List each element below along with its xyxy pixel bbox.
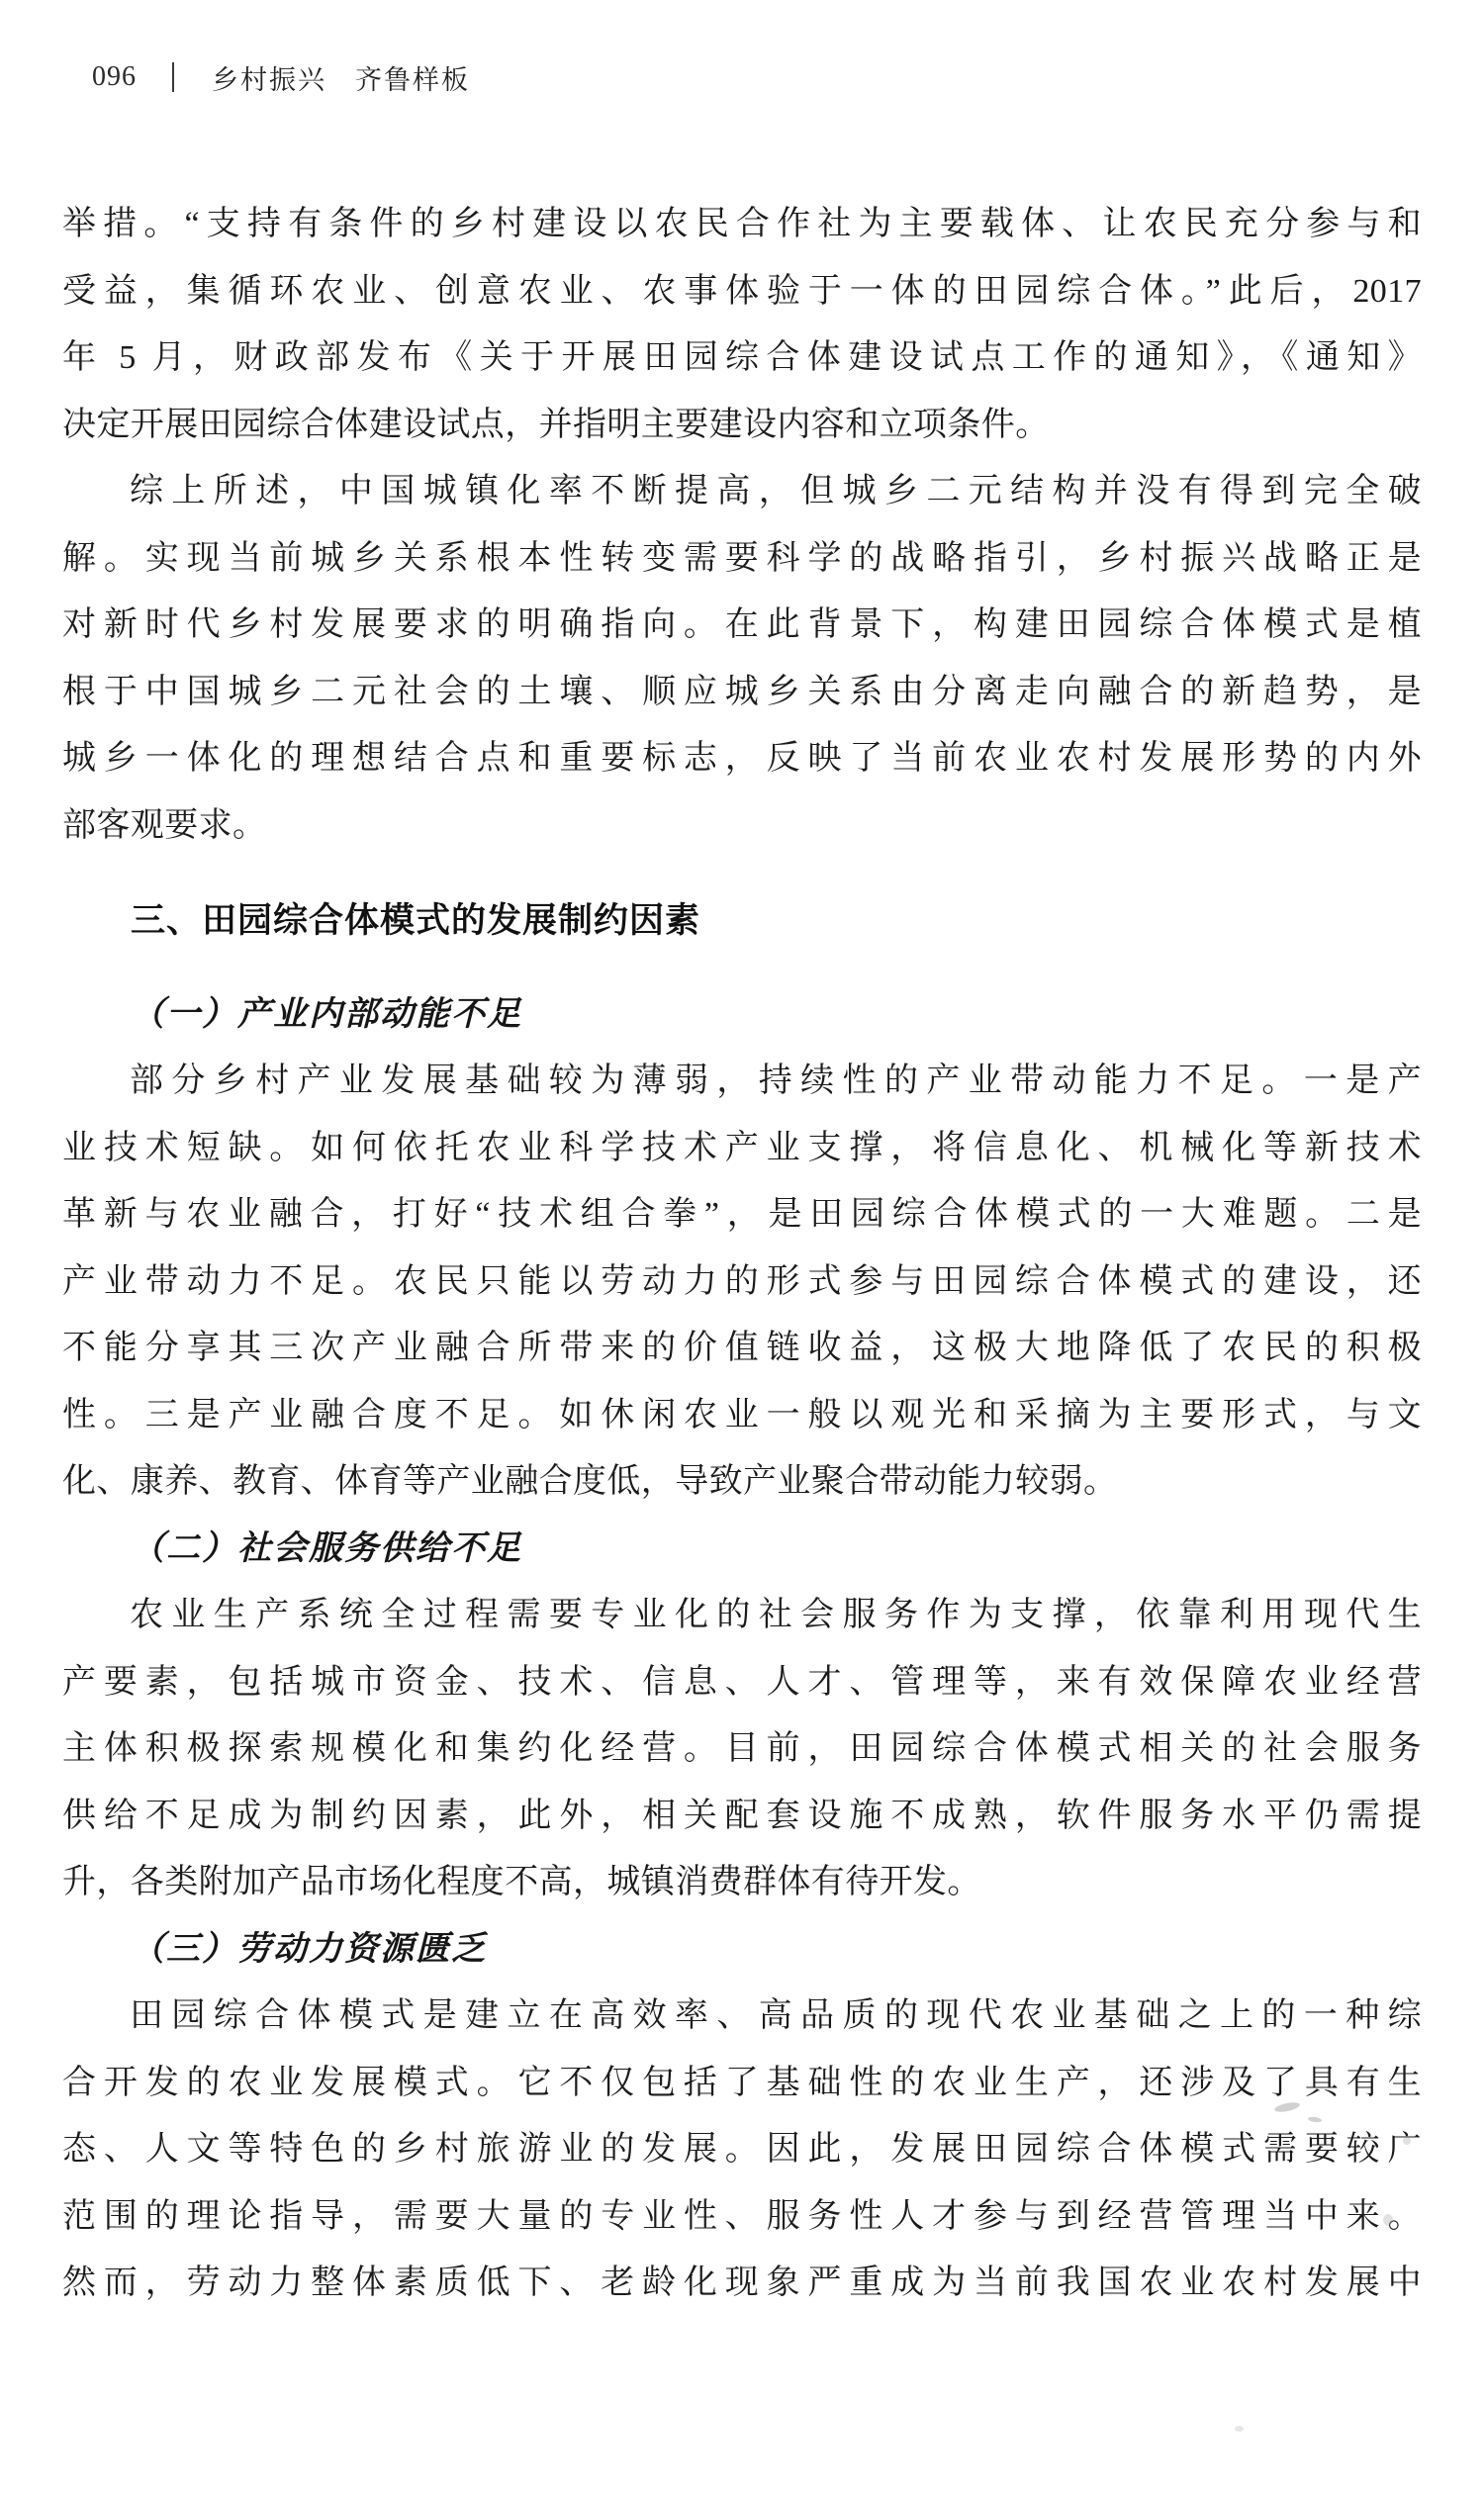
body-line: 不能分享其三次产业融合所带来的价值链收益，这极大地降低了农民的积极 xyxy=(62,1330,1422,1366)
body-line: 田园综合体模式是建立在高效率、高品质的现代农业基础之上的一种综 xyxy=(130,1997,1422,2034)
body-line: 革新与农业融合，打好“技术组合拳”，是田园综合体模式的一大难题。二是 xyxy=(62,1196,1422,1233)
body-line: 城乡一体化的理想结合点和重要标志，反映了当前农业农村发展形势的内外 xyxy=(62,740,1422,777)
subsection-heading: （三）劳动力资源匮乏 xyxy=(131,1930,487,1968)
body-paragraph xyxy=(62,1983,1422,2317)
book-title: 乡村振兴 齐鲁样板 xyxy=(212,64,470,95)
body-line: 部客观要求。 xyxy=(62,806,267,844)
section-heading: 三、田园综合体模式的发展制约因素 xyxy=(131,901,701,940)
body-line: 性。三是产业融合度不足。如休闲农业一般以观光和采摘为主要形式，与文 xyxy=(62,1396,1422,1433)
body-line: 举措。“支持有条件的乡村建设以农民合作社为主要载体、让农民充分参与和 xyxy=(62,206,1422,242)
body-line: 然而，劳动力整体素质低下、老龄化现象严重成为当前我国农业农村发展中 xyxy=(62,2265,1422,2301)
body-line: 农业生产系统全过程需要专业化的社会服务作为支撑，依靠利用现代生 xyxy=(130,1597,1422,1633)
running-header xyxy=(62,57,1422,97)
body-line: 化、康养、教育、体育等产业融合度低，导致产业聚合带动能力较弱。 xyxy=(62,1463,1118,1500)
body-paragraph xyxy=(62,1582,1422,1916)
body-line: 升，各类附加产品市场化程度不高，城镇消费群体有待开发。 xyxy=(62,1864,981,1900)
body-line: 主体积极探索规模化和集约化经营。目前，田园综合体模式相关的社会服务 xyxy=(62,1730,1422,1767)
subsection-heading: （二）社会服务供给不足 xyxy=(131,1529,522,1567)
ink-smudge xyxy=(1235,2426,1244,2432)
ink-smudge xyxy=(1383,2214,1393,2226)
body-line: 部分乡村产业发展基础较为薄弱，持续性的产业带动能力不足。一是产 xyxy=(130,1063,1422,1099)
body-line: 对新时代乡村发展要求的明确指向。在此背景下，构建田园综合体模式是植 xyxy=(62,606,1422,643)
body-line: 供给不足成为制约因素，此外，相关配套设施不成熟，软件服务水平仍需提 xyxy=(62,1797,1422,1834)
body-paragraph xyxy=(62,458,1422,859)
header-divider xyxy=(172,62,174,92)
subsection-heading: （一）产业内部动能不足 xyxy=(131,995,522,1033)
body-paragraph xyxy=(62,191,1422,458)
body-line: 范围的理论指导，需要大量的专业性、服务性人才参与到经营管理当中来。 xyxy=(62,2197,1422,2235)
body-line: 决定开展田园综合体建设试点，并指明主要建设内容和立项条件。 xyxy=(62,406,1050,443)
body-line: 业技术短缺。如何依托农业科学技术产业支撑，将信息化、机械化等新技术 xyxy=(62,1129,1422,1166)
body-line: 产业带动力不足。农民只能以劳动力的形式参与田园综合体模式的建设，还 xyxy=(62,1262,1422,1300)
body-line: 合开发的农业发展模式。它不仅包括了基础性的农业生产，还涉及了具有生 xyxy=(62,2064,1422,2101)
page-content xyxy=(62,191,1422,2317)
body-line: 产要素，包括城市资金、技术、信息、人才、管理等，来有效保障农业经营 xyxy=(62,1663,1422,1701)
body-line: 综上所述，中国城镇化率不断提高，但城乡二元结构并没有得到完全破 xyxy=(130,473,1422,509)
body-paragraph xyxy=(62,1048,1422,1516)
body-line: 根于中国城乡二元社会的土壤、顺应城乡关系由分离走向融合的新趋势，是 xyxy=(62,673,1422,710)
body-line: 年 5 月，财政部发布《关于开展田园综合体建设试点工作的通知》，《通知》 xyxy=(62,339,1422,376)
body-line: 解。实现当前城乡关系根本性转变需要科学的战略指引，乡村振兴战略正是 xyxy=(62,539,1422,577)
ink-smudge xyxy=(1403,2137,1411,2145)
body-line: 受益，集循环农业、创意农业、农事体验于一体的田园综合体。”此后，2017 xyxy=(62,272,1422,310)
body-line: 态、人文等特色的乡村旅游业的发展。因此，发展田园综合体模式需要较广 xyxy=(62,2131,1422,2168)
page-number: 096 xyxy=(92,61,137,92)
